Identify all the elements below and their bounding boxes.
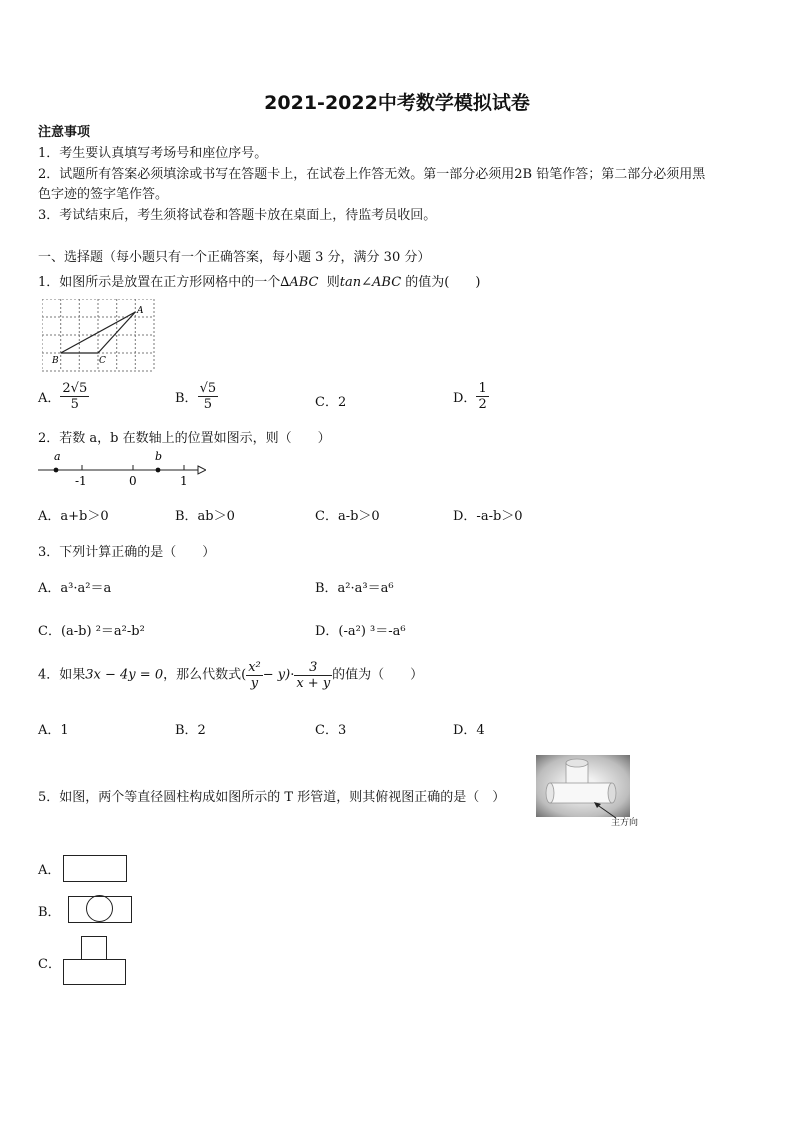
- q5-option-b-circle: [86, 895, 113, 922]
- q5-stem: 5．如图，两个等直径圆柱构成如图所示的 T 形管道，则其俯视图正确的是（ ）: [38, 790, 506, 805]
- q4-option-a: A．1: [38, 723, 69, 738]
- q1-tan: tan∠ABC: [339, 275, 402, 290]
- tick-label-0: 0: [129, 474, 137, 488]
- label-a: a: [54, 450, 61, 463]
- q2-option-a: A．a+b＞0: [38, 509, 109, 524]
- q5-option-a-rect: [63, 855, 127, 882]
- notice-item-2-cont: 色字迹的签字笔作答。: [38, 187, 169, 202]
- q1-stem-a: 1．如图所示是放置在正方形网格中的一个: [38, 275, 281, 290]
- q5-option-a-label: A．: [38, 863, 61, 878]
- q2-option-b: B．ab＞0: [175, 509, 235, 524]
- q3-option-c: C．(a-b) ²＝a²-b²: [38, 624, 145, 639]
- q3-option-d: D．(-a²) ³＝-a⁶: [315, 624, 406, 639]
- point-a: [54, 468, 59, 473]
- q1-option-b: B． $\frac{√5}{5}$: [175, 381, 217, 412]
- page-title: 2021-2022中考数学模拟试卷: [264, 92, 530, 114]
- triangle-abc: [61, 312, 136, 353]
- point-a-label: A: [137, 306, 144, 316]
- q5-option-b-label: B．: [38, 905, 61, 920]
- point-b-label: B: [52, 356, 59, 366]
- point-b: [156, 468, 161, 473]
- q2-stem: 2．若数 a，b 在数轴上的位置如图示，则（ ）: [38, 431, 331, 446]
- q2-option-d: D．-a-b＞0: [453, 509, 523, 524]
- q1-option-a: A． $\frac{2√5}{5}$: [38, 381, 88, 412]
- q5-option-c-base: [63, 959, 126, 985]
- q1-stem-c: 的值为( ): [405, 275, 481, 290]
- notice-item-1: 1．考生要认真填写考场号和座位序号。: [38, 146, 268, 161]
- number-line: [36, 449, 206, 489]
- tick-label-1: 1: [180, 474, 188, 488]
- q3-stem: 3．下列计算正确的是（ ）: [38, 545, 216, 560]
- q3-option-a: A．a³·a²＝a: [38, 581, 112, 596]
- q2-option-c: C．a-b＞0: [315, 509, 380, 524]
- notice-heading: 注意事项: [38, 125, 91, 140]
- q5-option-c-label: C．: [38, 957, 61, 972]
- q4-stem: 4．如果3x − 4y = 0，那么代数式( $\frac{\text{x²}}{y}$ − y)· $\frac{3}{x + y}$ 的值为（ ）: [38, 660, 424, 691]
- q4-option-d: D．4: [453, 723, 485, 738]
- point-c-label: C: [99, 356, 106, 366]
- q4-option-c: C．3: [315, 723, 347, 738]
- notice-item-2: 2．试题所有答案必须填涂或书写在答题卡上，在试卷上作答无效。第一部分必须用2B 铅笔作答；第二部分必须用黑: [38, 167, 706, 182]
- tick-label-neg1: -1: [75, 474, 87, 488]
- q1-triangle: ∆ABC: [280, 275, 319, 290]
- q4-option-b: B．2: [175, 723, 206, 738]
- q3-option-b: B．a²·a³＝a⁶: [315, 581, 394, 596]
- q1-option-c: C．2: [315, 395, 347, 410]
- q1-stem: [38, 271, 480, 290]
- direction-caption: 主方向: [611, 818, 639, 828]
- q1-grid-figure: [42, 299, 158, 375]
- q5-option-c-top: [81, 936, 107, 959]
- section-heading: 一、选择题（每小题只有一个正确答案，每小题 3 分，满分 30 分）: [38, 250, 431, 265]
- label-b: b: [155, 450, 163, 463]
- q1-option-d: D． $\frac{1}{2}$: [453, 381, 487, 412]
- notice-item-3: 3．考试结束后，考生须将试卷和答题卡放在桌面上，待监考员收回。: [38, 208, 437, 223]
- axis-arrow: [198, 466, 206, 474]
- q4-equation: 3x − 4y = 0: [85, 667, 164, 683]
- q1-stem-b: 则: [326, 275, 340, 290]
